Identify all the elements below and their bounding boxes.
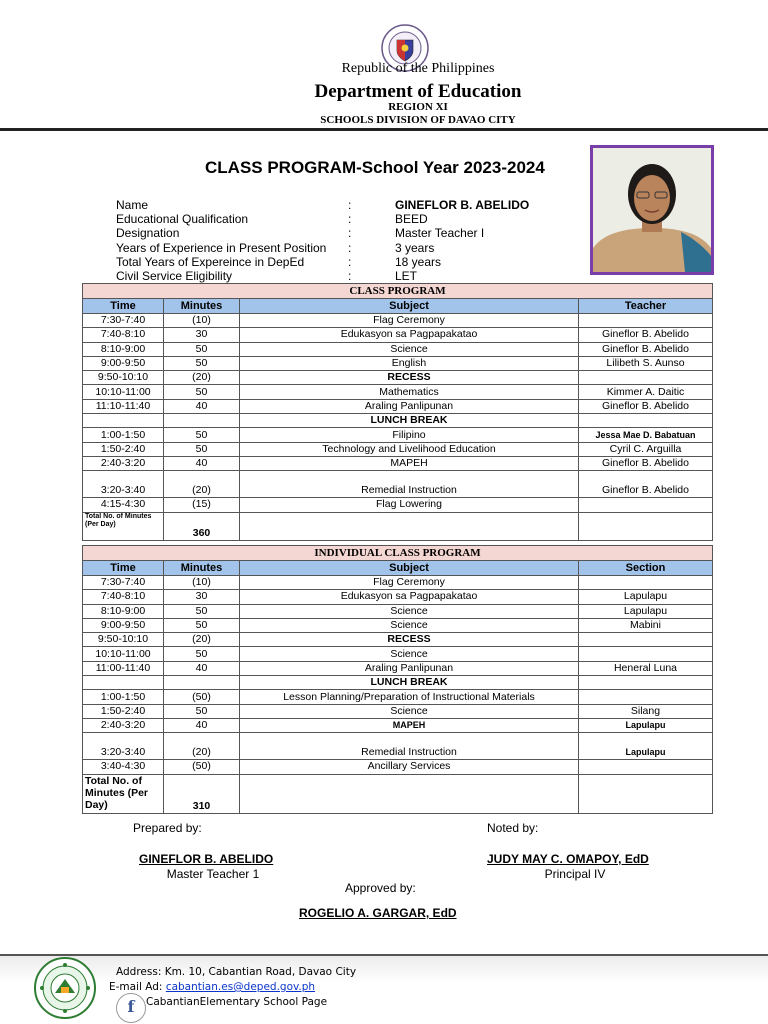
column-header: Subject	[240, 299, 579, 314]
table-row	[83, 590, 713, 604]
info-colon: :	[348, 269, 352, 283]
time-cell: 7:30-7:40	[83, 314, 164, 328]
section-cell: Heneral Luna	[579, 661, 713, 675]
table-row	[83, 471, 713, 498]
subject-cell: Edukasyon sa Pagpapakatao	[240, 328, 579, 342]
teacher-cell: Gineflor B. Abelido	[579, 328, 713, 342]
info-label: Years of Experience in Present Position	[116, 241, 327, 255]
minutes-cell: 50	[164, 704, 240, 718]
column-header: Time	[83, 299, 164, 314]
preparer-name: GINEFLOR B. ABELIDO	[139, 852, 274, 866]
minutes-cell: 50	[164, 356, 240, 370]
minutes-cell: 50	[164, 442, 240, 456]
table-section-title: INDIVIDUAL CLASS PROGRAM	[83, 546, 713, 561]
column-header: Time	[83, 561, 164, 576]
time-cell: 8:10-9:00	[83, 604, 164, 618]
table-row	[83, 399, 713, 413]
info-colon: :	[348, 241, 352, 255]
minutes-cell: 50	[164, 618, 240, 632]
section-cell	[579, 760, 713, 774]
minutes-cell: (20)	[164, 471, 240, 498]
table-row	[83, 704, 713, 718]
subject-cell: RECESS	[240, 371, 579, 385]
time-cell: 8:10-9:00	[83, 342, 164, 356]
minutes-cell: (20)	[164, 733, 240, 760]
teacher-cell: Gineflor B. Abelido	[579, 456, 713, 470]
subject-cell: Ancillary Services	[240, 760, 579, 774]
teacher-cell	[579, 414, 713, 428]
region-heading: REGION XI	[388, 101, 448, 113]
time-cell: 2:40-3:20	[83, 718, 164, 732]
teacher-cell	[579, 371, 713, 385]
column-header: Minutes	[164, 299, 240, 314]
section-cell: Lapulapu	[579, 718, 713, 732]
table-section-title-row	[83, 284, 713, 299]
time-cell: 3:20-3:40	[83, 733, 164, 760]
table-row	[83, 314, 713, 328]
minutes-cell: (20)	[164, 371, 240, 385]
time-cell: 10:10-11:00	[83, 647, 164, 661]
table-row	[83, 718, 713, 732]
section-cell: Silang	[579, 704, 713, 718]
total-label: Total No. of Minutes (Per Day)	[83, 774, 164, 813]
section-cell	[579, 633, 713, 647]
minutes-cell: 40	[164, 399, 240, 413]
minutes-cell: (20)	[164, 633, 240, 647]
section-cell	[579, 647, 713, 661]
section-cell	[579, 690, 713, 704]
info-label: Educational Qualification	[116, 212, 249, 226]
teacher-cell	[579, 314, 713, 328]
minutes-cell: 40	[164, 456, 240, 470]
minutes-cell: (15)	[164, 498, 240, 512]
column-header: Section	[579, 561, 713, 576]
total-value: 360	[164, 512, 240, 540]
school-seal-logo	[34, 957, 96, 1019]
minutes-cell: (10)	[164, 314, 240, 328]
table-row	[83, 633, 713, 647]
school-address: Address: Km. 10, Cabantian Road, Davao City	[116, 966, 357, 978]
section-cell: Mabini	[579, 618, 713, 632]
subject-cell: Technology and Livelihood Education	[240, 442, 579, 456]
subject-cell: LUNCH BREAK	[240, 414, 579, 428]
class-program-table	[82, 283, 713, 541]
time-cell: 2:40-3:20	[83, 456, 164, 470]
table-row	[83, 576, 713, 590]
info-colon: :	[348, 226, 352, 240]
facebook-page-label: CabantianElementary School Page	[146, 996, 328, 1008]
email-row	[109, 981, 315, 993]
subject-cell: Science	[240, 704, 579, 718]
document-title: CLASS PROGRAM-School Year 2023-2024	[205, 158, 545, 177]
time-cell: 1:50-2:40	[83, 442, 164, 456]
teacher-photo	[590, 145, 714, 275]
info-value: 3 years	[395, 241, 435, 255]
approver-name: ROGELIO A. GARGAR, EdD	[299, 906, 457, 920]
table-row	[83, 733, 713, 760]
minutes-cell: (50)	[164, 690, 240, 704]
subject-cell: Remedial Instruction	[240, 733, 579, 760]
time-cell: 9:50-10:10	[83, 371, 164, 385]
info-colon: :	[348, 255, 352, 269]
time-cell: 9:50-10:10	[83, 633, 164, 647]
time-cell	[83, 676, 164, 690]
subject-cell: Lesson Planning/Preparation of Instructional Materials	[240, 690, 579, 704]
time-cell: 11:00-11:40	[83, 661, 164, 675]
table-row	[83, 442, 713, 456]
prepared-by-label: Prepared by:	[133, 821, 202, 835]
table-row	[83, 456, 713, 470]
table-row	[83, 618, 713, 632]
noter-position: Principal IV	[544, 867, 606, 881]
table-row	[83, 371, 713, 385]
table-row	[83, 356, 713, 370]
table-row	[83, 414, 713, 428]
teacher-cell: Cyril C. Arguilla	[579, 442, 713, 456]
preparer-position: Master Teacher 1	[166, 867, 260, 881]
table-row	[83, 498, 713, 512]
info-value: LET	[395, 269, 418, 283]
info-colon: :	[348, 198, 352, 212]
minutes-cell: 50	[164, 342, 240, 356]
subject-cell: MAPEH	[240, 718, 579, 732]
section-cell: Lapulapu	[579, 733, 713, 760]
subject-cell: Science	[240, 618, 579, 632]
total-empty-cell	[579, 512, 713, 540]
table-row	[83, 661, 713, 675]
subject-cell: Science	[240, 647, 579, 661]
time-cell: 7:30-7:40	[83, 576, 164, 590]
info-value: BEED	[395, 212, 428, 226]
table-section-title-row	[83, 546, 713, 561]
subject-cell: Flag Lowering	[240, 498, 579, 512]
minutes-cell: 50	[164, 604, 240, 618]
subject-cell: Filipino	[240, 428, 579, 442]
time-cell: 7:40-8:10	[83, 328, 164, 342]
subject-cell: Flag Ceremony	[240, 314, 579, 328]
section-cell	[579, 676, 713, 690]
teacher-cell	[579, 498, 713, 512]
time-cell: 1:50-2:40	[83, 704, 164, 718]
info-value: 18 years	[395, 255, 442, 269]
minutes-cell: 30	[164, 328, 240, 342]
info-value: Master Teacher I	[395, 226, 485, 240]
table-row	[83, 676, 713, 690]
table-header-row	[83, 561, 713, 576]
total-empty-cell	[240, 774, 579, 813]
facebook-glyph: f	[127, 997, 135, 1016]
total-empty-cell	[240, 512, 579, 540]
subject-cell: Mathematics	[240, 385, 579, 399]
minutes-cell	[164, 676, 240, 690]
info-label: Civil Service Eligibility	[116, 269, 233, 283]
info-colon: :	[348, 212, 352, 226]
total-label: Total No. of Minutes (Per Day)	[83, 512, 164, 540]
time-cell: 4:15-4:30	[83, 498, 164, 512]
minutes-cell: 40	[164, 661, 240, 675]
department-heading: Department of Education	[314, 81, 522, 102]
time-cell	[83, 414, 164, 428]
info-value: GINEFLOR B. ABELIDO	[395, 198, 530, 212]
approved-by-label: Approved by:	[345, 881, 416, 895]
time-cell: 7:40-8:10	[83, 590, 164, 604]
minutes-cell: (10)	[164, 576, 240, 590]
table-row	[83, 604, 713, 618]
minutes-cell: 50	[164, 385, 240, 399]
email-label: E-mail Ad:	[109, 981, 163, 993]
time-cell: 11:10-11:40	[83, 399, 164, 413]
minutes-cell	[164, 414, 240, 428]
column-header: Teacher	[579, 299, 713, 314]
table-row	[83, 328, 713, 342]
minutes-cell: (50)	[164, 760, 240, 774]
table-header-row	[83, 299, 713, 314]
total-row	[83, 774, 713, 813]
time-cell: 9:00-9:50	[83, 618, 164, 632]
table-row	[83, 647, 713, 661]
subject-cell: LUNCH BREAK	[240, 676, 579, 690]
noted-by-label: Noted by:	[487, 821, 539, 835]
table-row	[83, 760, 713, 774]
subject-cell: Flag Ceremony	[240, 576, 579, 590]
noter-name: JUDY MAY C. OMAPOY, EdD	[487, 852, 649, 866]
time-cell: 9:00-9:50	[83, 356, 164, 370]
division-heading: SCHOOLS DIVISION OF DAVAO CITY	[320, 114, 516, 126]
subject-cell: Edukasyon sa Pagpapakatao	[240, 590, 579, 604]
teacher-cell: Gineflor B. Abelido	[579, 399, 713, 413]
table-row	[83, 385, 713, 399]
subject-cell: Araling Panlipunan	[240, 399, 579, 413]
table-row	[83, 342, 713, 356]
column-header: Subject	[240, 561, 579, 576]
section-cell	[579, 576, 713, 590]
minutes-cell: 50	[164, 428, 240, 442]
teacher-cell: Jessa Mae D. Babatuan	[579, 428, 713, 442]
total-value: 310	[164, 774, 240, 813]
facebook-icon[interactable]	[116, 993, 146, 1023]
table-row	[83, 428, 713, 442]
time-cell: 3:40-4:30	[83, 760, 164, 774]
republic-heading: Republic of the Philippines	[341, 61, 495, 76]
teacher-cell: Gineflor B. Abelido	[579, 471, 713, 498]
minutes-cell: 40	[164, 718, 240, 732]
subject-cell: English	[240, 356, 579, 370]
minutes-cell: 50	[164, 647, 240, 661]
info-label: Designation	[116, 226, 180, 240]
subject-cell: MAPEH	[240, 456, 579, 470]
minutes-cell: 30	[164, 590, 240, 604]
time-cell: 3:20-3:40	[83, 471, 164, 498]
email-link[interactable]: cabantian.es@deped.gov.ph	[165, 981, 316, 993]
column-header: Minutes	[164, 561, 240, 576]
subject-cell: Science	[240, 342, 579, 356]
subject-cell: RECESS	[240, 633, 579, 647]
time-cell: 1:00-1:50	[83, 428, 164, 442]
teacher-cell: Kimmer A. Daitic	[579, 385, 713, 399]
table-section-title: CLASS PROGRAM	[83, 284, 713, 299]
section-cell: Lapulapu	[579, 590, 713, 604]
subject-cell: Science	[240, 604, 579, 618]
subject-cell: Remedial Instruction	[240, 471, 579, 498]
total-row	[83, 512, 713, 540]
total-empty-cell	[579, 774, 713, 813]
teacher-cell: Gineflor B. Abelido	[579, 342, 713, 356]
subject-cell: Araling Panlipunan	[240, 661, 579, 675]
section-cell: Lapulapu	[579, 604, 713, 618]
info-label: Name	[116, 198, 149, 212]
time-cell: 1:00-1:50	[83, 690, 164, 704]
teacher-cell: Lilibeth S. Aunso	[579, 356, 713, 370]
header-divider	[0, 128, 768, 131]
table-row	[83, 690, 713, 704]
individual-program-table	[82, 545, 713, 814]
info-label: Total Years of Expereince in DepEd	[116, 255, 305, 269]
time-cell: 10:10-11:00	[83, 385, 164, 399]
